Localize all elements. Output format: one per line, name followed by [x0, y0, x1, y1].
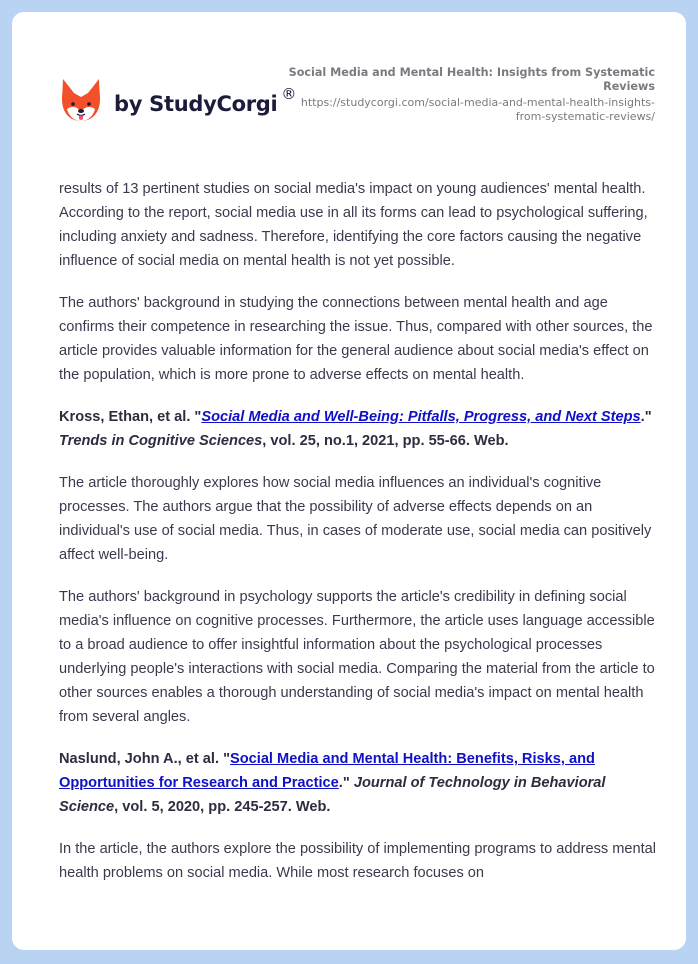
citation-details: , vol. 25, no.1, 2021, pp. 55-66. Web. [262, 433, 509, 449]
citation-punct: ." [640, 409, 652, 425]
citation-punct: ." [338, 775, 354, 791]
registered-mark: ® [281, 85, 297, 103]
citation-link[interactable]: Social Media and Mental Health: Benefits, Risks, and Opportunities for Research and Practice [59, 751, 595, 791]
document-url[interactable]: https://studycorgi.com/social-media-and-mental-health-insights-from-systematic-reviews/ [300, 96, 655, 123]
paragraph: The authors' background in psychology supports the article's credibility in defining social media's influence on cognitive processes. Furthermore, the article uses language accessible to a broad audience to offer insightful information about the psychological processes underlying people's interactions with social media. Comparing the material from the article to other sources enables a thorough understanding of social media's impact on mental health from several angles. [59, 589, 655, 725]
corgi-icon [60, 77, 102, 125]
citation-journal: Journal of Technology in Behavioral Science [59, 775, 606, 815]
citation-kross [59, 405, 664, 453]
citation-journal: Trends in Cognitive Sciences [59, 433, 263, 449]
citation-authors: Kross, Ethan, et al. " [59, 409, 202, 425]
document-page [12, 12, 686, 950]
document-title: Social Media and Mental Health: Insights from Systematic Reviews [288, 66, 655, 93]
brand-logo[interactable] [60, 76, 296, 126]
paragraph: results of 13 pertinent studies on social media's impact on young audiences' mental health. According to the report, social media use in all its forms can lead to psychological suffering, including anxiety and sadness. Therefore, identifying the core factors causing the negative influence of social media on mental health is not yet possible. [59, 181, 648, 269]
paragraph: In the article, the authors explore the possibility of implementing programs to address mental health problems on social media. While most research focuses on [59, 841, 657, 881]
paragraph: The authors' background in studying the connections between mental health and age confirms their competence in researching the issue. Thus, compared with other sources, the article provides valuable information for the general audience about social media's effect on the population, which is more prone to adverse effects on mental health. [59, 295, 653, 383]
citation-authors: Naslund, John A., et al. " [59, 751, 230, 767]
citation-link[interactable]: Social Media and Well-Being: Pitfalls, Progress, and Next Steps [201, 409, 641, 425]
brand-name: by StudyCorgi [114, 92, 278, 116]
citation-naslund [59, 747, 664, 819]
document-body [59, 177, 664, 903]
header-meta [275, 66, 655, 123]
citation-details: , vol. 5, 2020, pp. 245-257. Web. [114, 799, 331, 815]
paragraph: The article thoroughly explores how social media influences an individual's cognitive processes. The authors argue that the possibility of adverse effects depends on an individual's use of social media. Thus, in cases of moderate use, social media can positively affect well-being. [59, 475, 652, 563]
page-header [12, 12, 686, 162]
